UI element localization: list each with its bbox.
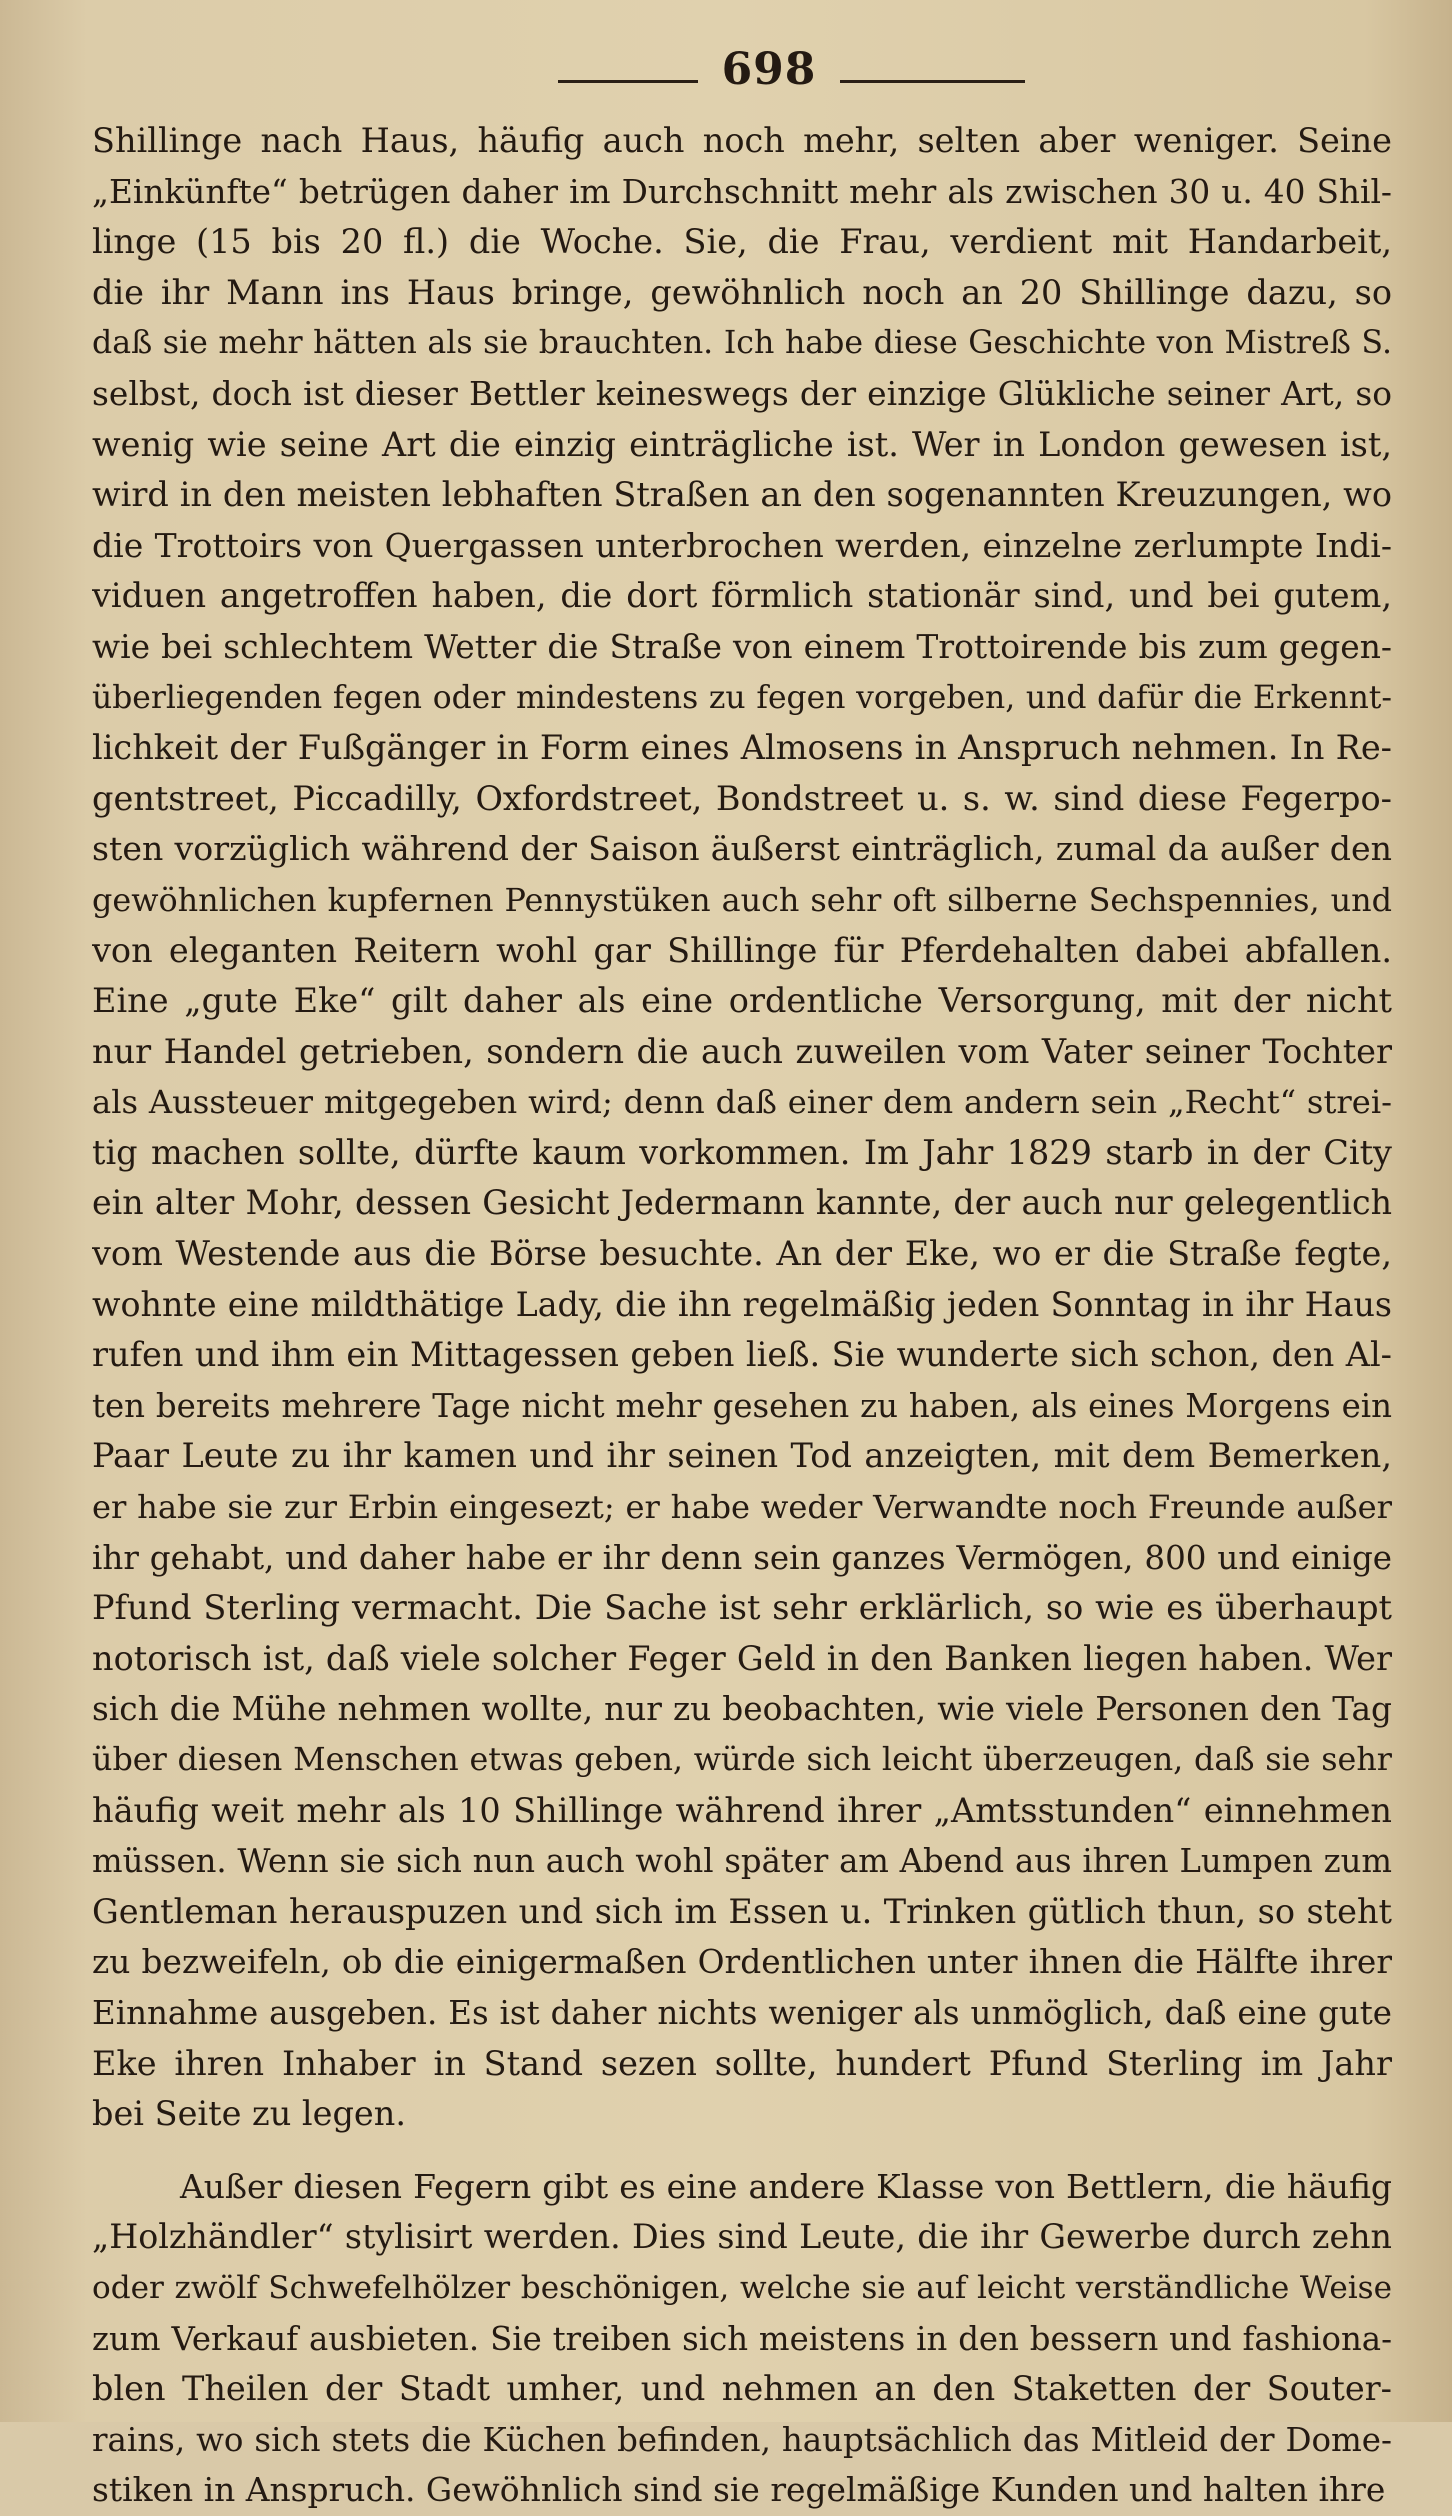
text-line: rains, wo sich stets die Küchen befinden, hauptsächlich das Mitleid der Dome- [92, 2420, 1392, 2459]
text-line: nur Handel getrieben, sondern die auch zuweilen vom Vater seiner Tochter [92, 1031, 1392, 1071]
text-line: als Aussteuer mitgegeben wird; denn daß einer dem andern sein „Recht“ strei- [92, 1083, 1392, 1122]
text-line: zum Verkauf ausbieten. Sie treiben sich meistens in den bessern und fashiona- [92, 2319, 1392, 2358]
text-line: „Einkünfte“ betrügen daher im Durchschnitt mehr als zwischen 30 u. 40 Shil- [92, 172, 1392, 211]
text-line: Eke ihren Inhaber in Stand sezen sollte, hundert Pfund Sterling im Jahr [92, 2043, 1392, 2083]
text-line: ein alter Mohr, dessen Gesicht Jedermann kannte, der auch nur gelegentlich [92, 1183, 1392, 1223]
paragraph-gap [92, 2140, 1392, 2162]
text-line: wenig wie seine Art die einzig einträgliche ist. Wer in London gewesen ist, [92, 424, 1392, 464]
text-line: lichkeit der Fußgänger in Form eines Almosens in Anspruch nehmen. In Re- [92, 728, 1392, 768]
text-line: tig machen sollte, dürfte kaum vorkommen. Im Jahr 1829 starb in der City [92, 1132, 1392, 1172]
text-line: rufen und ihm ein Mittagessen geben ließ. Sie wunderte sich schon, den Al- [92, 1335, 1392, 1375]
text-line: Shillinge nach Haus, häufig auch noch mehr, selten aber weniger. Seine [92, 121, 1392, 160]
text-line: die ihr Mann ins Haus bringe, gewöhnlich noch an 20 Shillinge dazu, so [92, 272, 1392, 312]
text-line: wird in den meisten lebhaften Straßen an den sogenannten Kreuzungen, wo [92, 475, 1392, 515]
text-line: über diesen Menschen etwas geben, würde sich leicht überzeugen, daß sie sehr [92, 1742, 1392, 1778]
body-text [92, 116, 1392, 2516]
text-line: überliegenden fegen oder mindestens zu fegen vorgeben, und dafür die Erkennt- [92, 679, 1392, 716]
paragraph [92, 2162, 1392, 2516]
text-line: er habe sie zur Erbin eingesezt; er habe weder Verwandte noch Freunde außer [92, 1488, 1392, 1527]
header-rule-left [558, 80, 698, 83]
text-line: vom Westende aus die Börse besuchte. An der Eke, wo er die Straße fegte, [92, 1234, 1392, 1274]
text-line: Gentleman herauspuzen und sich im Essen u. Trinken gütlich thun, so steht [92, 1891, 1392, 1931]
text-line: selbst, doch ist dieser Bettler keineswegs der einzige Glükliche seiner Art, so [92, 373, 1392, 413]
text-line: gewöhnlichen kupfernen Pennystüken auch sehr oft silberne Sechspennies, und [92, 880, 1392, 919]
text-line: sten vorzüglich während der Saison äußerst einträglich, zumal da außer den [92, 829, 1392, 869]
text-line: Pfund Sterling vermacht. Die Sache ist sehr erklärlich, so wie es überhaupt [92, 1588, 1392, 1628]
text-line: viduen angetroffen haben, die dort förmlich stationär sind, und bei gutem, [92, 576, 1392, 616]
text-line: ihr gehabt, und daher habe er ihr denn sein ganzes Vermögen, 800 und einige [92, 1538, 1392, 1577]
text-line: wie bei schlechtem Wetter die Straße von einem Trottoirende bis zum gegen- [92, 626, 1392, 666]
text-line: blen Theilen der Stadt umher, und nehmen an den Staketten der Souter- [92, 2369, 1392, 2409]
paragraph [92, 116, 1392, 2140]
text-line: stiken in Anspruch. Gewöhnlich sind sie regelmäßige Kunden und halten ihre [92, 2470, 1386, 2510]
text-line: oder zwölf Schwefelhölzer beschönigen, welche sie auf leicht verständliche Weise [92, 2269, 1392, 2306]
text-line: „Holzhändler“ stylisirt werden. Dies sind Leute, die ihr Gewerbe durch zehn [92, 2217, 1392, 2257]
text-line: Außer diesen Fegern gibt es eine andere Klasse von Bettlern, die häufig [180, 2166, 1392, 2206]
text-line: häufig weit mehr als 10 Shillinge während ihrer „Amtsstunden“ einnehmen [92, 1790, 1392, 1830]
header-rule-right [840, 80, 1025, 83]
text-line: gentstreet, Piccadilly, Oxfordstreet, Bondstreet u. s. w. sind diese Fegerpo- [92, 778, 1392, 818]
text-line: Einnahme ausgeben. Es ist daher nichts weniger als unmöglich, daß eine gute [92, 1993, 1392, 2032]
text-line: die Trottoirs von Quergassen unterbrochen werden, einzelne zerlumpte Indi- [92, 525, 1392, 565]
page-header [0, 42, 1452, 102]
text-line: daß sie mehr hätten als sie brauchten. Ich habe diese Geschichte von Mistreß S. [92, 325, 1392, 362]
text-line: notorisch ist, daß viele solcher Feger Geld in den Banken liegen haben. Wer [92, 1638, 1392, 1678]
page-number: 698 [721, 44, 817, 95]
text-line: wohnte eine mildthätige Lady, die ihn regelmäßig jeden Sonntag in ihr Haus [92, 1284, 1392, 1324]
text-line: Paar Leute zu ihr kamen und ihr seinen Tod anzeigten, mit dem Bemerken, [92, 1436, 1392, 1476]
text-line: bei Seite zu legen. [92, 2094, 406, 2134]
text-line: Eine „gute Eke“ gilt daher als eine ordentliche Versorgung, mit der nicht [92, 981, 1392, 1021]
text-line: von eleganten Reitern wohl gar Shillinge für Pferdehalten dabei abfallen. [92, 930, 1392, 970]
text-line: linge (15 bis 20 fl.) die Woche. Sie, die Frau, verdient mit Handarbeit, [92, 222, 1392, 262]
text-line: zu bezweifeln, ob die einigermaßen Ordentlichen unter ihnen die Hälfte ihrer [92, 1943, 1392, 1982]
text-line: ten bereits mehrere Tage nicht mehr gesehen zu haben, als eines Morgens ein [92, 1386, 1392, 1425]
text-line: müssen. Wenn sie sich nun auch wohl später am Abend aus ihren Lumpen zum [92, 1842, 1392, 1881]
text-line: sich die Mühe nehmen wollte, nur zu beobachten, wie viele Personen den Tag [92, 1690, 1392, 1729]
